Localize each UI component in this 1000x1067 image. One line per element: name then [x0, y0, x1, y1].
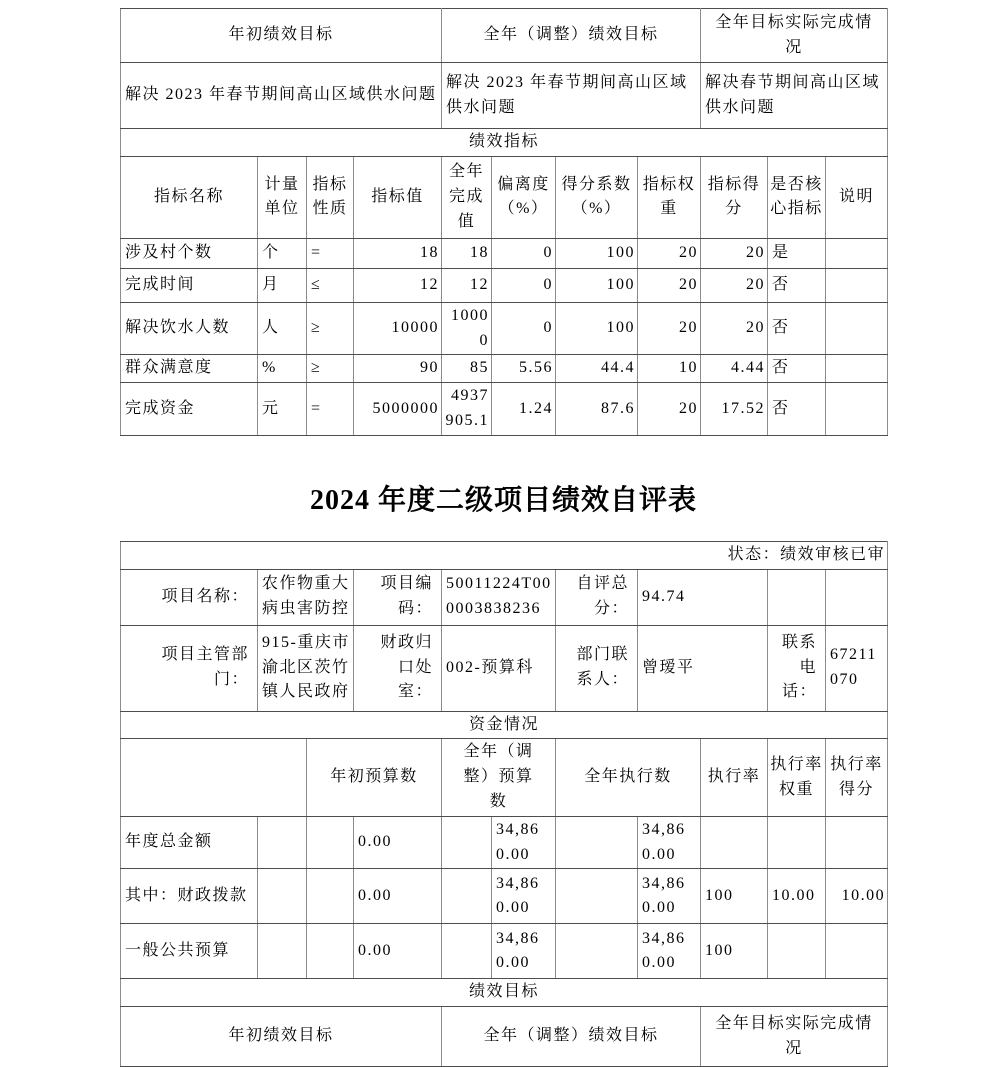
indicator-deviation: 5.56 — [492, 355, 556, 383]
empty-cell — [556, 869, 638, 924]
funds-executed: 34,860.00 — [638, 869, 701, 924]
adjusted-goal-header: 全年（调整）绩效目标 — [442, 9, 701, 63]
indicator-score: 4.44 — [701, 355, 768, 383]
indicator-nature: = — [307, 238, 354, 268]
section-row — [121, 129, 888, 157]
section-row — [121, 711, 888, 739]
indicator-coef: 100 — [556, 268, 638, 302]
indicator-target: 10000 — [354, 302, 442, 355]
initial-goal-header: 年初绩效目标 — [121, 1007, 442, 1067]
indicator-row — [121, 238, 888, 268]
indicator-deviation: 0 — [492, 268, 556, 302]
indicator-name: 涉及村个数 — [121, 238, 258, 268]
indicator-name: 解决饮水人数 — [121, 302, 258, 355]
indicator-core: 是 — [768, 238, 826, 268]
funds-row-label: 年度总金额 — [121, 816, 258, 869]
indicator-score: 20 — [701, 238, 768, 268]
empty-cell — [442, 816, 492, 869]
indicator-unit: % — [258, 355, 307, 383]
funds-columns-row — [121, 739, 888, 816]
indicator-score: 20 — [701, 302, 768, 355]
self-score-label: 自评总分： — [556, 569, 638, 625]
indicator-coef: 100 — [556, 238, 638, 268]
funds-row-label: 一般公共预算 — [121, 924, 258, 979]
col-annual-execution: 全年执行数 — [556, 739, 701, 816]
project-code-value: 50011224T000003838236 — [442, 569, 556, 625]
funds-row — [121, 924, 888, 979]
indicator-actual: 18 — [442, 238, 492, 268]
funds-rate-score — [826, 816, 888, 869]
funds-rate — [701, 816, 768, 869]
col-rate-weight: 执行率权重 — [768, 739, 826, 816]
empty-cell — [258, 924, 307, 979]
empty-cell — [556, 816, 638, 869]
indicator-note — [826, 355, 888, 383]
col-target-value: 指标值 — [354, 156, 442, 238]
indicator-row — [121, 383, 888, 436]
goal-header-row — [121, 9, 888, 63]
funds-section-title: 资金情况 — [121, 711, 888, 739]
col-rate-score: 执行率得分 — [826, 739, 888, 816]
funds-rate: 100 — [701, 924, 768, 979]
indicator-actual: 10000 — [442, 302, 492, 355]
indicator-coef: 87.6 — [556, 383, 638, 436]
contact-label: 部门联系人： — [556, 625, 638, 711]
adjusted-goal-value: 解决 2023 年春节期间高山区域供水问题 — [442, 63, 701, 129]
indicator-core: 否 — [768, 268, 826, 302]
indicator-note — [826, 302, 888, 355]
funds-rate-weight — [768, 924, 826, 979]
contact-value: 曾瑷平 — [638, 625, 768, 711]
indicator-weight: 20 — [638, 383, 701, 436]
office-label: 财政归口处室： — [354, 625, 442, 711]
col-weight: 指标权重 — [638, 156, 701, 238]
indicator-actual: 85 — [442, 355, 492, 383]
indicator-unit: 元 — [258, 383, 307, 436]
col-unit: 计量单位 — [258, 156, 307, 238]
funds-initial: 0.00 — [354, 924, 442, 979]
performance-indicators-table — [120, 8, 888, 436]
goal-value-row — [121, 63, 888, 129]
indicator-row — [121, 302, 888, 355]
funds-row-label: 其中：财政拨款 — [121, 869, 258, 924]
col-score-coefficient: 得分系数（%） — [556, 156, 638, 238]
project-info-row — [121, 569, 888, 625]
col-deviation: 偏离度（%） — [492, 156, 556, 238]
col-score: 指标得分 — [701, 156, 768, 238]
empty-cell — [556, 924, 638, 979]
actual-completion-header: 全年目标实际完成情况 — [701, 9, 888, 63]
empty-cell — [826, 569, 888, 625]
document-page — [120, 8, 887, 1067]
funds-rate-weight: 10.00 — [768, 869, 826, 924]
status-row — [121, 541, 888, 569]
self-evaluation-table — [120, 541, 888, 1067]
funds-executed: 34,860.00 — [638, 816, 701, 869]
phone-value: 67211070 — [826, 625, 888, 711]
indicator-row — [121, 268, 888, 302]
dept-label: 项目主管部门： — [121, 625, 258, 711]
indicator-weight: 20 — [638, 238, 701, 268]
indicators-section-title: 绩效指标 — [121, 129, 888, 157]
indicator-target: 90 — [354, 355, 442, 383]
empty-cell — [307, 816, 354, 869]
empty-cell — [768, 569, 826, 625]
dept-value: 915-重庆市渝北区茨竹镇人民政府 — [258, 625, 354, 711]
indicator-deviation: 1.24 — [492, 383, 556, 436]
indicator-note — [826, 238, 888, 268]
empty-cell — [121, 739, 307, 816]
funds-adjusted: 34,860.00 — [492, 924, 556, 979]
adjusted-goal-header: 全年（调整）绩效目标 — [442, 1007, 701, 1067]
indicator-row — [121, 355, 888, 383]
indicator-core: 否 — [768, 383, 826, 436]
department-info-row — [121, 625, 888, 711]
empty-cell — [258, 869, 307, 924]
initial-goal-header: 年初绩效目标 — [121, 9, 442, 63]
indicator-target: 5000000 — [354, 383, 442, 436]
col-core-indicator: 是否核心指标 — [768, 156, 826, 238]
indicator-note — [826, 383, 888, 436]
actual-completion-value: 解决春节期间高山区域供水问题 — [701, 63, 888, 129]
funds-adjusted: 34,860.00 — [492, 869, 556, 924]
office-value: 002-预算科 — [442, 625, 556, 711]
funds-rate: 100 — [701, 869, 768, 924]
indicator-weight: 10 — [638, 355, 701, 383]
indicator-actual: 4937905.1 — [442, 383, 492, 436]
col-adjusted-budget: 全年（调整）预算数 — [442, 739, 556, 816]
funds-rate-weight — [768, 816, 826, 869]
indicator-columns-row — [121, 156, 888, 238]
phone-label: 联系电话： — [768, 625, 826, 711]
self-score-value: 94.74 — [638, 569, 768, 625]
indicator-coef: 44.4 — [556, 355, 638, 383]
funds-executed: 34,860.00 — [638, 924, 701, 979]
goal-header-row — [121, 1007, 888, 1067]
indicator-score: 20 — [701, 268, 768, 302]
indicator-weight: 20 — [638, 302, 701, 355]
col-indicator-name: 指标名称 — [121, 156, 258, 238]
indicator-name: 完成资金 — [121, 383, 258, 436]
col-nature: 指标性质 — [307, 156, 354, 238]
indicator-nature: ≥ — [307, 302, 354, 355]
indicator-target: 12 — [354, 268, 442, 302]
empty-cell — [258, 816, 307, 869]
initial-goal-value: 解决 2023 年春节期间高山区域供水问题 — [121, 63, 442, 129]
indicator-unit: 人 — [258, 302, 307, 355]
indicator-core: 否 — [768, 302, 826, 355]
col-initial-budget: 年初预算数 — [307, 739, 442, 816]
indicator-deviation: 0 — [492, 238, 556, 268]
empty-cell — [442, 924, 492, 979]
indicator-name: 完成时间 — [121, 268, 258, 302]
page-title: 2024 年度二级项目绩效自评表 — [309, 484, 697, 516]
indicator-nature: = — [307, 383, 354, 436]
indicator-nature: ≤ — [307, 268, 354, 302]
indicator-note — [826, 268, 888, 302]
empty-cell — [307, 869, 354, 924]
col-annual-actual: 全年完成值 — [442, 156, 492, 238]
indicator-nature: ≥ — [307, 355, 354, 383]
funds-initial: 0.00 — [354, 869, 442, 924]
project-name-label: 项目名称： — [121, 569, 258, 625]
indicator-name: 群众满意度 — [121, 355, 258, 383]
indicator-unit: 个 — [258, 238, 307, 268]
funds-row — [121, 869, 888, 924]
indicator-actual: 12 — [442, 268, 492, 302]
empty-cell — [307, 924, 354, 979]
actual-completion-header: 全年目标实际完成情况 — [701, 1007, 888, 1067]
status-text: 状态：绩效审核已审 — [121, 541, 888, 569]
indicator-unit: 月 — [258, 268, 307, 302]
indicator-score: 17.52 — [701, 383, 768, 436]
funds-row — [121, 816, 888, 869]
funds-rate-score — [826, 924, 888, 979]
funds-rate-score: 10.00 — [826, 869, 888, 924]
indicator-weight: 20 — [638, 268, 701, 302]
project-name-value: 农作物重大病虫害防控 — [258, 569, 354, 625]
indicator-coef: 100 — [556, 302, 638, 355]
indicator-target: 18 — [354, 238, 442, 268]
empty-cell — [442, 869, 492, 924]
goals-section-title: 绩效目标 — [121, 979, 888, 1007]
indicator-deviation: 0 — [492, 302, 556, 355]
funds-adjusted: 34,860.00 — [492, 816, 556, 869]
indicator-core: 否 — [768, 355, 826, 383]
col-note: 说明 — [826, 156, 888, 238]
project-code-label: 项目编码： — [354, 569, 442, 625]
section-row — [121, 979, 888, 1007]
col-execution-rate: 执行率 — [701, 739, 768, 816]
funds-initial: 0.00 — [354, 816, 442, 869]
